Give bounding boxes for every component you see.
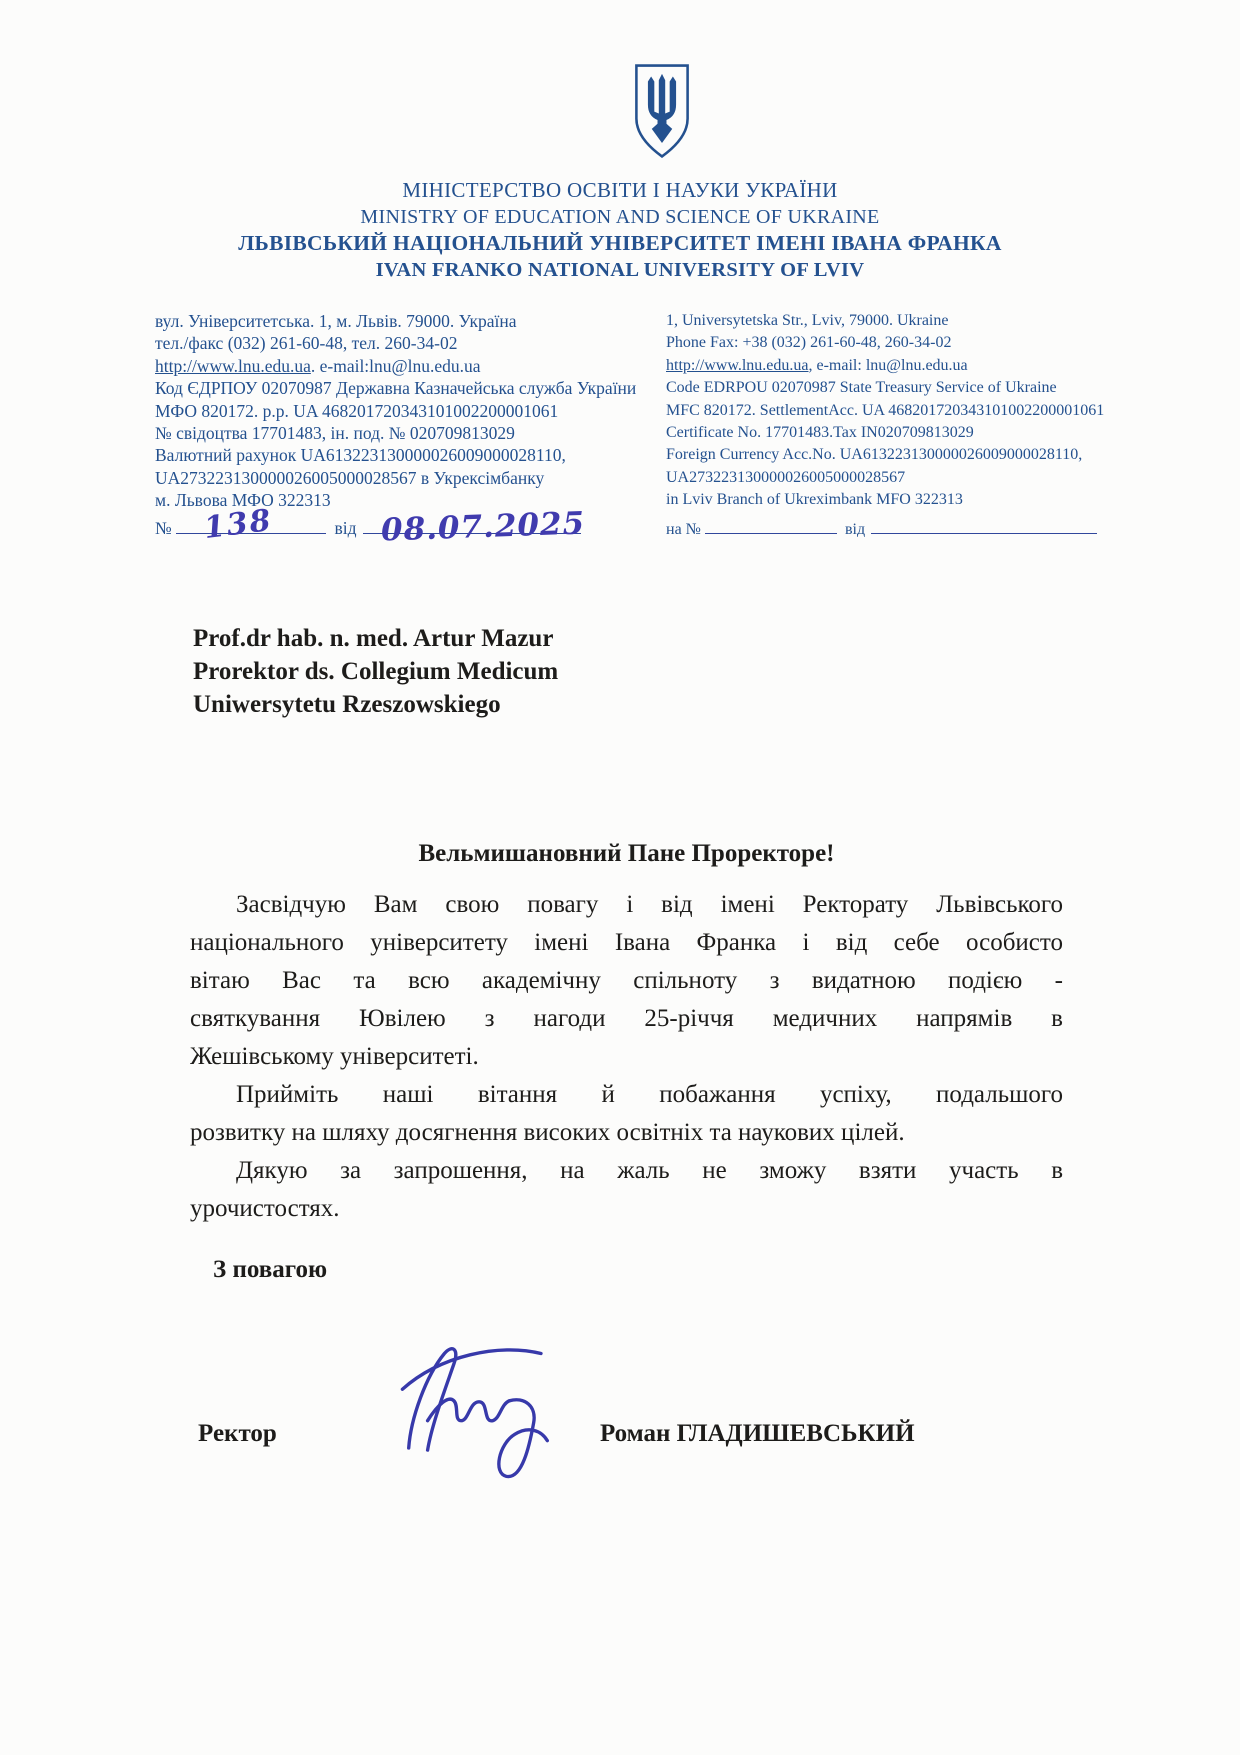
- ref-number-blank-en: [705, 516, 837, 534]
- website-url-ua: http://www.lnu.edu.ua: [155, 355, 311, 376]
- contact-block-en: [666, 310, 1104, 541]
- university-name-ua: ЛЬВІВСЬКИЙ НАЦІОНАЛЬНИЙ УНІВЕРСИТЕТ ІМЕНІ ІВАНА ФРАНКА: [238, 231, 1002, 255]
- email-ua: . e-mail:lnu@lnu.edu.ua: [310, 355, 481, 376]
- ref-date-label-en: від: [844, 520, 866, 538]
- paragraph-1: [190, 886, 1063, 1076]
- body-line: Дякую за запрошення, на жаль не зможу взяти участь в: [236, 1157, 1063, 1184]
- handwritten-ref-date: 08.07.2025: [380, 505, 586, 549]
- body-line: урочистостях.: [190, 1195, 340, 1222]
- edrpou-ua: Код ЄДРПОУ 02070987 Державна Казначейська служба України: [155, 378, 637, 399]
- body-line: Жешівському університеті.: [190, 1043, 479, 1070]
- recipient-name: Prof.dr hab. n. med. Artur Mazur: [193, 625, 554, 652]
- address-ua: вул. Університетська. 1, м. Львів. 79000. Україна: [155, 311, 517, 331]
- university-name-en: IVAN FRANKO NATIONAL UNIVERSITY OF LVIV: [375, 259, 865, 281]
- closing-phrase: З повагою: [213, 1256, 328, 1283]
- recipient-block: [193, 622, 558, 721]
- account-ua: МФО 820172. р.р. UA 468201720343101002200001061: [155, 400, 559, 421]
- phone-ua: тел./факс (032) 261-60-48, тел. 260-34-02: [155, 333, 458, 354]
- ministry-name-ua: МІНІСТЕРСТВО ОСВІТИ І НАУКИ УКРАЇНИ: [402, 178, 838, 202]
- phone-en: Phone Fax: +38 (032) 261-60-48, 260-34-02: [666, 334, 952, 352]
- ref-number-label: №: [155, 517, 172, 538]
- recipient-university: Uniwersytetu Rzeszowskiego: [193, 691, 501, 718]
- letterhead: [0, 177, 1240, 283]
- salutation: Вельмишановний Пане Проректоре!: [418, 840, 835, 867]
- body-line: Прийміть наші вітання й побажання успіху, подальшого: [236, 1081, 1063, 1108]
- website-url-en: http://www.lnu.edu.ua: [666, 356, 809, 374]
- body-line: вітаю Вас та всю академічну спільноту з видатною подією -: [190, 967, 1063, 994]
- currency-acc2-en: UA273223130000026005000028567: [666, 468, 906, 486]
- recipient-title: Prorektor ds. Collegium Medicum: [193, 658, 559, 685]
- certificate-ua: № свідоцтва 17701483, ін. под. № 020709813029: [155, 423, 515, 444]
- ref-number-label-en: на №: [666, 520, 701, 538]
- reference-line-outgoing: [155, 503, 636, 549]
- trident-shield-icon: [630, 62, 694, 160]
- currency-acc1-ua: Валютний рахунок UA613223130000026009000028110,: [155, 445, 566, 466]
- letter-body: [190, 886, 1063, 1228]
- ref-date-blank-en: [871, 516, 1097, 534]
- certificate-en: Certificate No. 17701483.Tax IN020709813029: [666, 424, 974, 442]
- signer-title: Ректор: [198, 1420, 277, 1447]
- body-line: національного університету імені Івана Франка і від себе особисто: [190, 929, 1063, 956]
- branch-ua: м. Львова МФО 322313: [155, 490, 331, 511]
- email-en: , e-mail: lnu@lnu.edu.ua: [808, 356, 968, 374]
- body-line: розвитку на шляху досягнення високих освітніх та наукових цілей.: [190, 1119, 905, 1146]
- currency-acc2-ua: UA273223130000026005000028567 в Укрексімбанку: [155, 467, 545, 488]
- account-en: MFC 820172. SettlementAcc. UA 468201720343101002200001061: [666, 401, 1105, 419]
- reference-line-incoming: [666, 516, 1104, 541]
- contact-block-ua: [155, 310, 637, 549]
- web-line-ua: [155, 355, 636, 377]
- signer-name: Роман ГЛАДИШЕВСЬКИЙ: [600, 1420, 915, 1447]
- paragraph-2: [190, 1076, 1063, 1152]
- paragraph-3: [190, 1152, 1063, 1228]
- handwritten-signature: [392, 1322, 564, 1490]
- edrpou-en: Code EDRPOU 02070987 State Treasury Service of Ukraine: [666, 379, 1057, 397]
- ukraine-trident-emblem: [630, 62, 694, 160]
- handwritten-ref-number: 138: [202, 503, 275, 547]
- ref-date-blank: [363, 505, 586, 549]
- ref-number-blank: [176, 503, 326, 547]
- address-en: 1, Universytetska Str., Lviv, 79000. Ukraine: [666, 312, 949, 329]
- ministry-name-en: MINISTRY OF EDUCATION AND SCIENCE OF UKRAINE: [360, 206, 880, 228]
- ref-date-label: від: [334, 517, 357, 538]
- currency-acc1-en: Foreign Currency Acc.No. UA613223130000026009000028110,: [666, 446, 1083, 464]
- web-line-en: [666, 355, 1104, 377]
- body-line: святкування Ювілею з нагоди 25-річчя медичних напрямів в: [190, 1005, 1063, 1032]
- branch-en: in Lviv Branch of Ukreximbank MFO 322313: [666, 491, 963, 509]
- body-line: Засвідчую Вам свою повагу і від імені Ректорату Львівського: [236, 891, 1063, 918]
